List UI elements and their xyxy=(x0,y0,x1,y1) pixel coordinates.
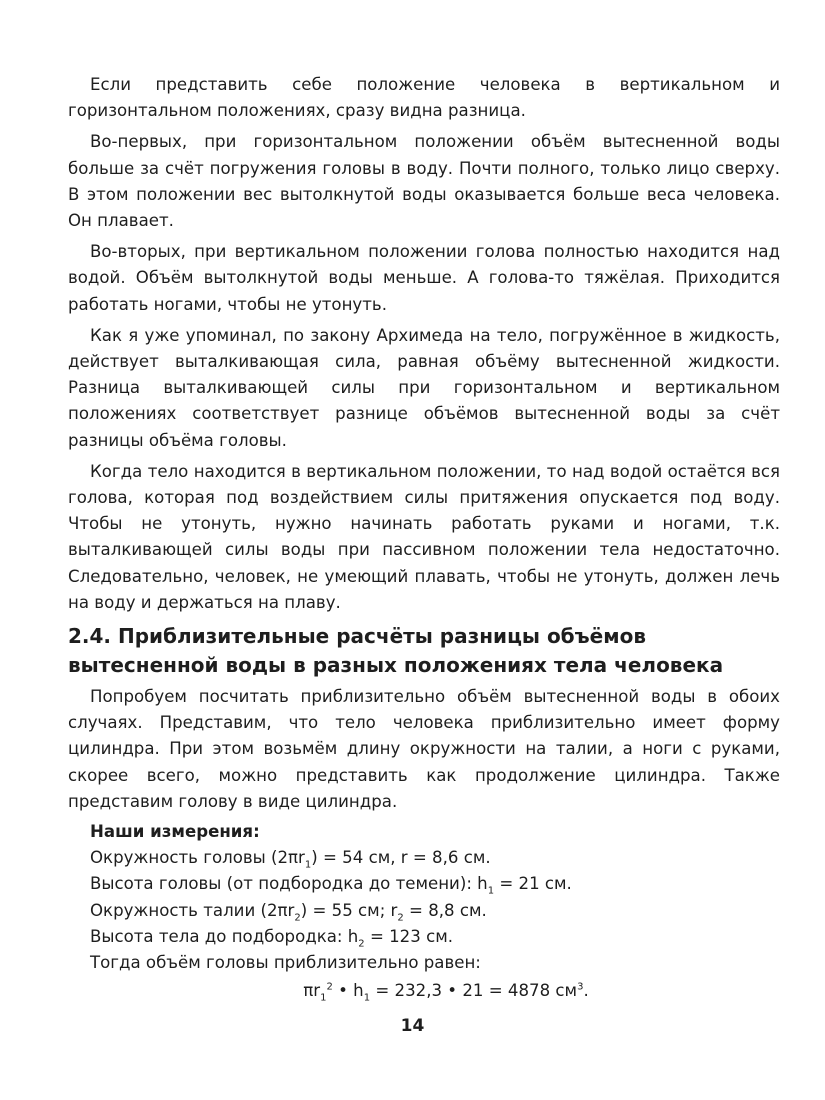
waist-line: Окружность талии $(2\pi r_2) = 55$ см; $r_2 = 8,8$ см. xyxy=(90,900,487,923)
main-text xyxy=(68,72,780,621)
paragraph: Как я уже упоминал, по закону Архимеда на тело, погружённое в жидкость, действует выталкивающая сила, равная объёму вытесненной жидкости. Разница выталкивающей силы при горизонтальном и вертикальном положениях соответствует разнице объёмов вытесненной воды за счёт разницы объёма головы. xyxy=(68,325,780,450)
section-heading: 2.4. Приблизительные расчёты разницы объёмов вытесненной воды в разных положениях тела человека xyxy=(68,624,724,677)
paragraph: Если представить себе положение человека в вертикальном и горизонтальном положениях, сразу видна разница. xyxy=(68,75,780,121)
volume-intro-line: Тогда объём головы приблизительно равен: xyxy=(90,953,481,973)
body-height-line: Высота тела до подбородка: $h_2 = 123$ см. xyxy=(90,926,453,950)
head-height-line: Высота головы (от подбородка до темени): $h_1 = 21$ см. xyxy=(90,874,572,897)
paragraph: Когда тело находится в вертикальном положении, то над водой остаётся вся голова, которая под воздействием силы притяжения опускается под воду. Чтобы не утонуть, нужно начинать работать руками и ногами, т.к. выталкивающей силы воды при пассивном положении тела недостаточно. Следовательно, человек, не умеющий плавать, чтобы не утонуть, должен лечь на воду и держаться на плаву. xyxy=(68,461,780,612)
head-volume-formula: $\pi r_1^2$ • $h_1 = 232,3$ • 21 = 4878 $см^3$. xyxy=(303,981,589,1004)
paragraph: Во-вторых, при вертикальном положении голова полностью находится над водой. Объём вытолкнутой воды меньше. А голова-то тяжёлая. Приходится работать ногами, чтобы не утонуть. xyxy=(68,242,780,314)
page-number: 14 xyxy=(400,1016,425,1036)
measurements-block xyxy=(90,819,780,976)
section-intro: Попробуем посчитать приблизительно объём вытесненной воды в обоих случаях. Представим, что тело человека приблизительно имеет форму цилиндра. При этом возьмём длину окружности на талии, а ноги с руками, скорее всего, можно представить как продолжение цилиндра. Также представим голову в виде цилиндра. xyxy=(68,687,780,811)
section-text xyxy=(68,684,780,1004)
head-circumference-line: Окружность головы $(2\pi r_1) = 54$ см, r = 8,6 см. xyxy=(90,848,491,871)
paragraph: Во-первых, при горизонтальном положении объём вытесненной воды больше за счёт погружения головы в воду. Почти полного, только лицо сверху. В этом положении вес вытолкнутой воды оказывается больше веса человека. Он плавает. xyxy=(68,132,780,231)
measurements-heading: Наши измерения: xyxy=(90,822,260,842)
